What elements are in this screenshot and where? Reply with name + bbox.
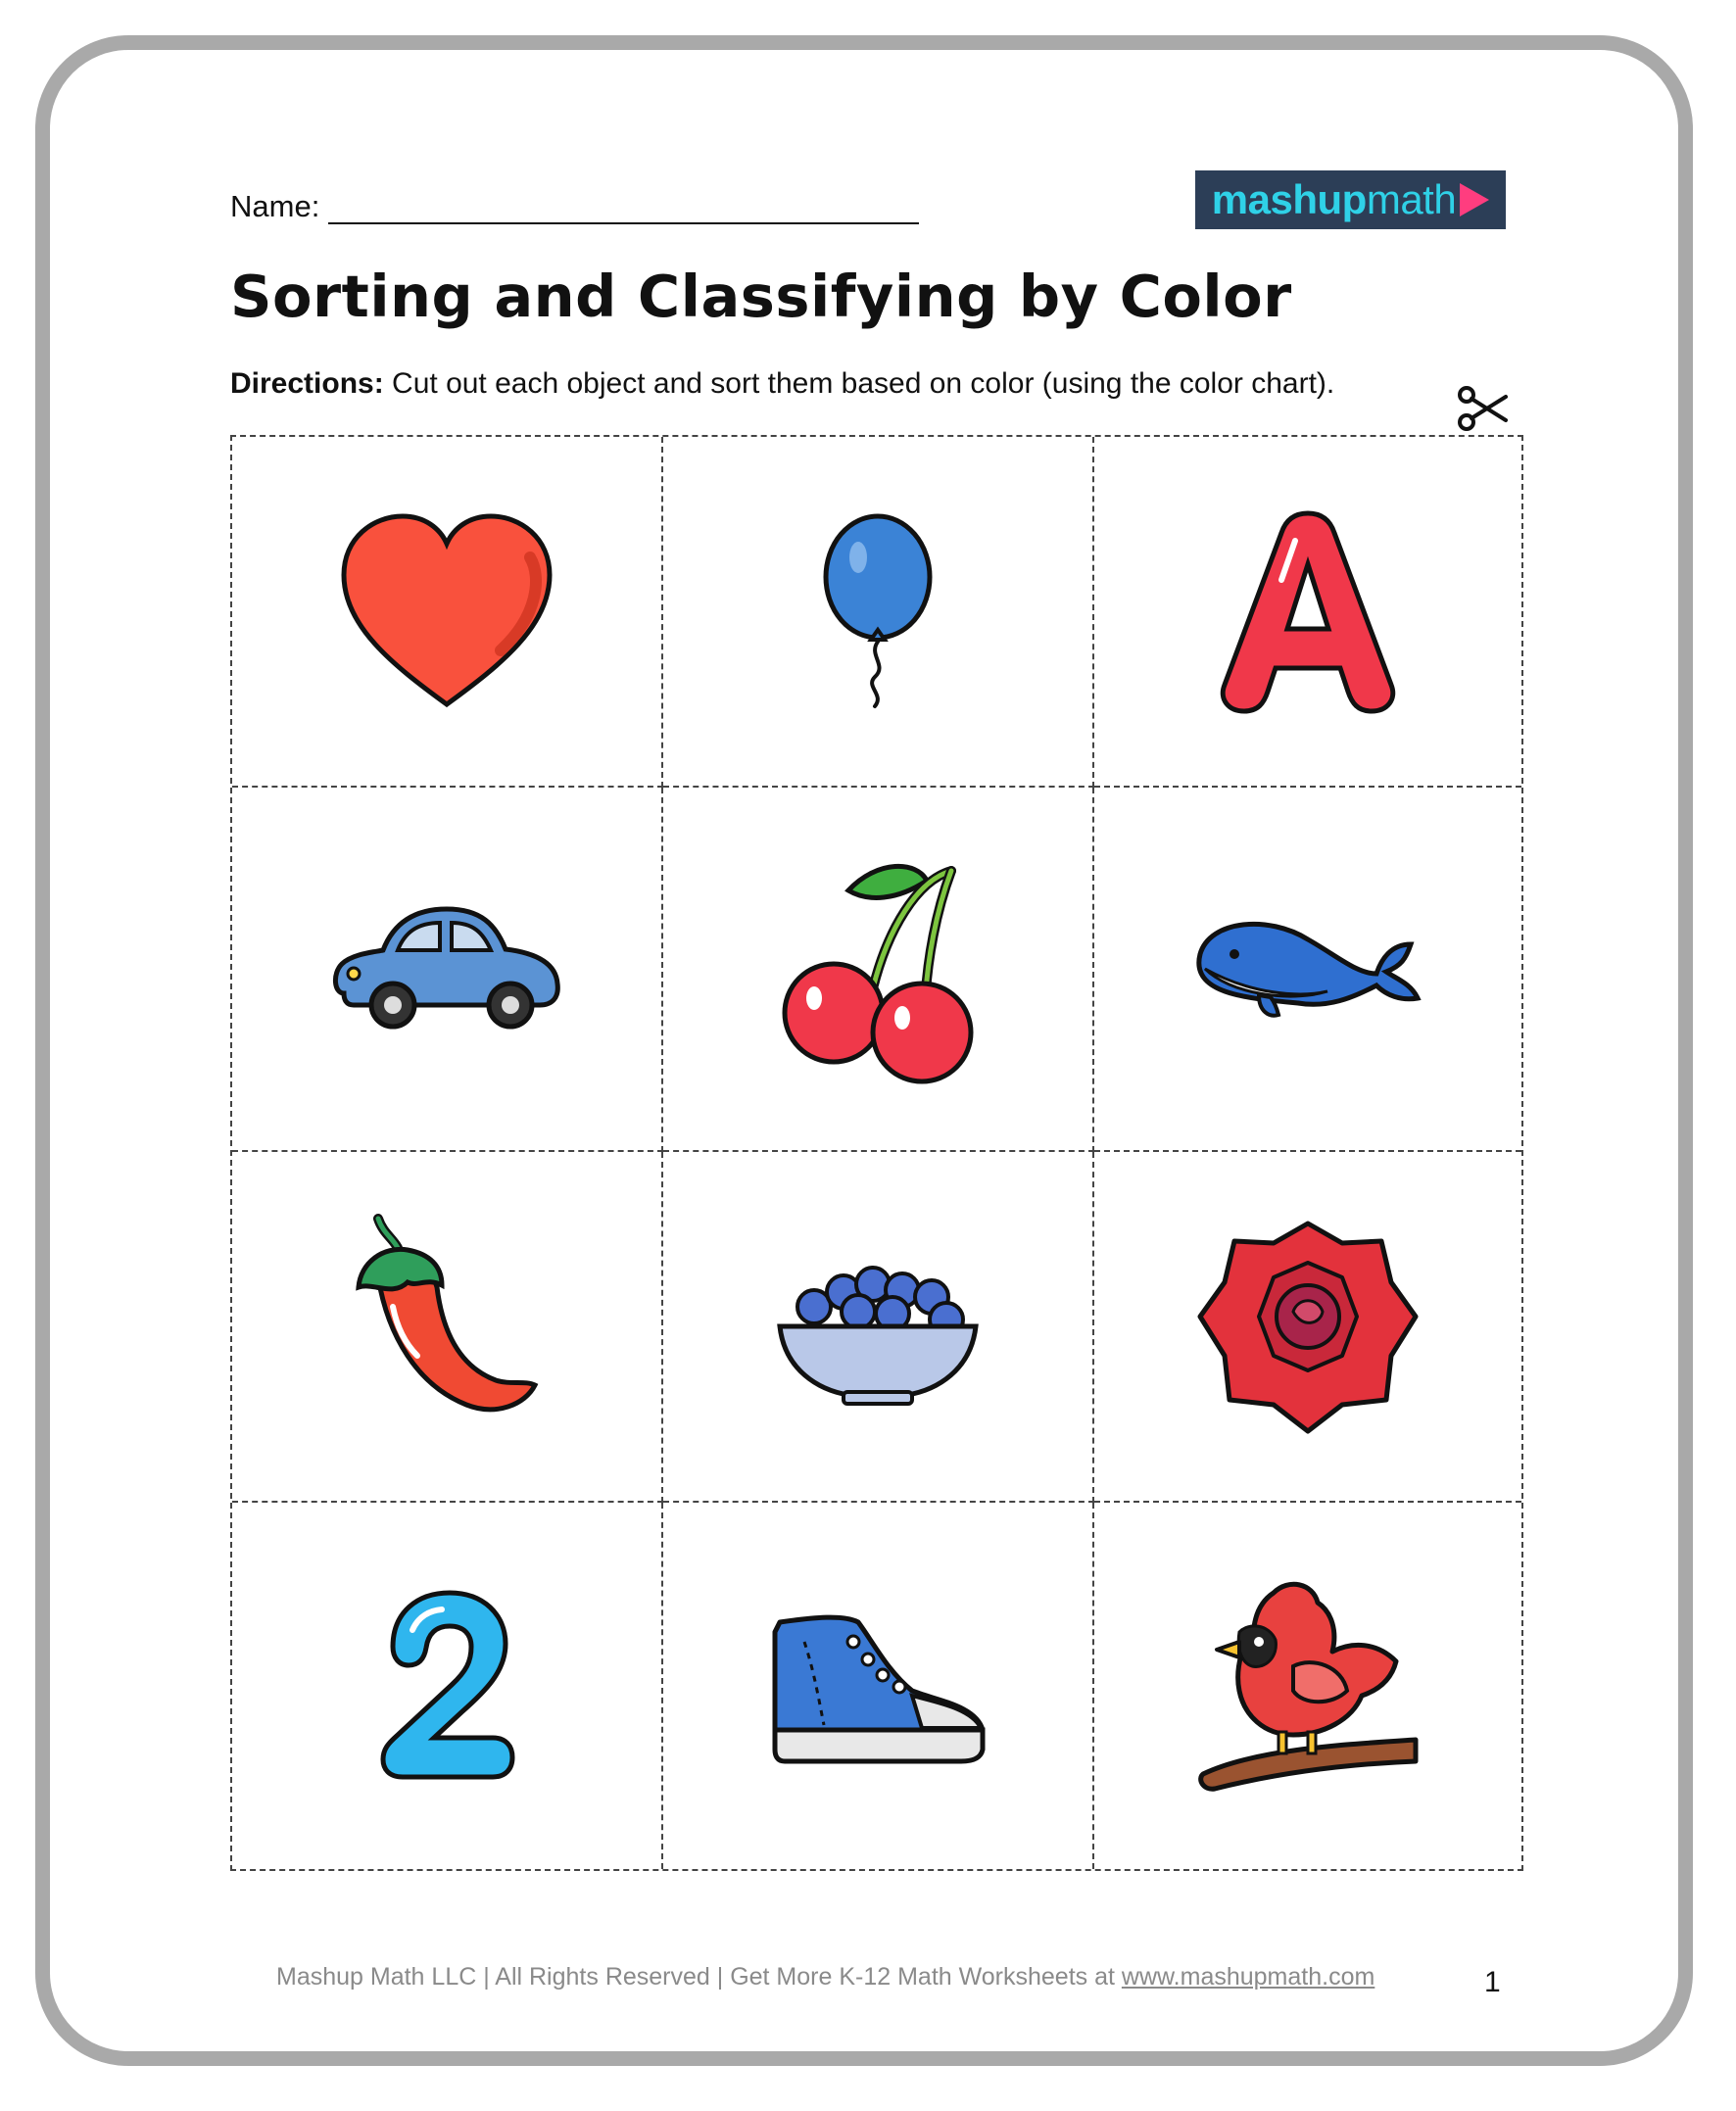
sneaker-icon bbox=[765, 1603, 990, 1769]
cutout-card-blueberries-bowl[interactable] bbox=[663, 1152, 1094, 1503]
logo-bold-text: mashup bbox=[1211, 176, 1367, 222]
cutout-card-whale[interactable] bbox=[1094, 788, 1521, 1152]
footer-text: Mashup Math LLC | All Rights Reserved | Get More K-12 Math Worksheets at bbox=[276, 1963, 1122, 1991]
cutout-card-balloon[interactable] bbox=[663, 437, 1094, 788]
cutout-grid bbox=[230, 435, 1523, 1871]
cutout-card-sneaker[interactable] bbox=[663, 1503, 1094, 1869]
blueberries-bowl-icon bbox=[770, 1243, 986, 1410]
cutout-card-chili-pepper[interactable] bbox=[232, 1152, 663, 1503]
footer-link[interactable]: www.mashupmath.com bbox=[1121, 1963, 1375, 1991]
number-2-icon bbox=[373, 1583, 520, 1789]
letter-a-icon bbox=[1205, 504, 1411, 719]
play-icon bbox=[1460, 183, 1489, 216]
directions bbox=[230, 367, 1334, 401]
cutout-card-number-2[interactable] bbox=[232, 1503, 663, 1869]
logo-light-text: math bbox=[1366, 176, 1457, 222]
cutout-card-letter-a[interactable] bbox=[1094, 437, 1521, 788]
whale-icon bbox=[1190, 905, 1425, 1032]
rose-icon bbox=[1195, 1214, 1421, 1439]
name-label: Name: bbox=[230, 189, 320, 223]
cutout-card-cherries[interactable] bbox=[663, 788, 1094, 1152]
directions-text: Cut out each object and sort them based on color (using the color chart). bbox=[392, 367, 1335, 400]
cherries-icon bbox=[770, 851, 986, 1086]
balloon-icon bbox=[814, 508, 941, 714]
heart-icon bbox=[334, 508, 559, 714]
cutout-card-rose[interactable] bbox=[1094, 1152, 1521, 1503]
directions-label: Directions: bbox=[230, 367, 384, 400]
car-icon bbox=[324, 895, 569, 1042]
cutout-card-car[interactable] bbox=[232, 788, 663, 1152]
cardinal-bird-icon bbox=[1195, 1573, 1421, 1799]
page-number: 1 bbox=[1484, 1966, 1501, 1998]
mashupmath-logo bbox=[1195, 170, 1506, 229]
scissors-icon bbox=[1457, 385, 1508, 432]
name-line bbox=[328, 222, 919, 224]
page-title: Sorting and Classifying by Color bbox=[230, 263, 1292, 330]
footer bbox=[276, 1963, 1374, 1991]
chili-pepper-icon bbox=[339, 1209, 555, 1444]
cutout-card-cardinal-bird[interactable] bbox=[1094, 1503, 1521, 1869]
cutout-card-heart[interactable] bbox=[232, 437, 663, 788]
